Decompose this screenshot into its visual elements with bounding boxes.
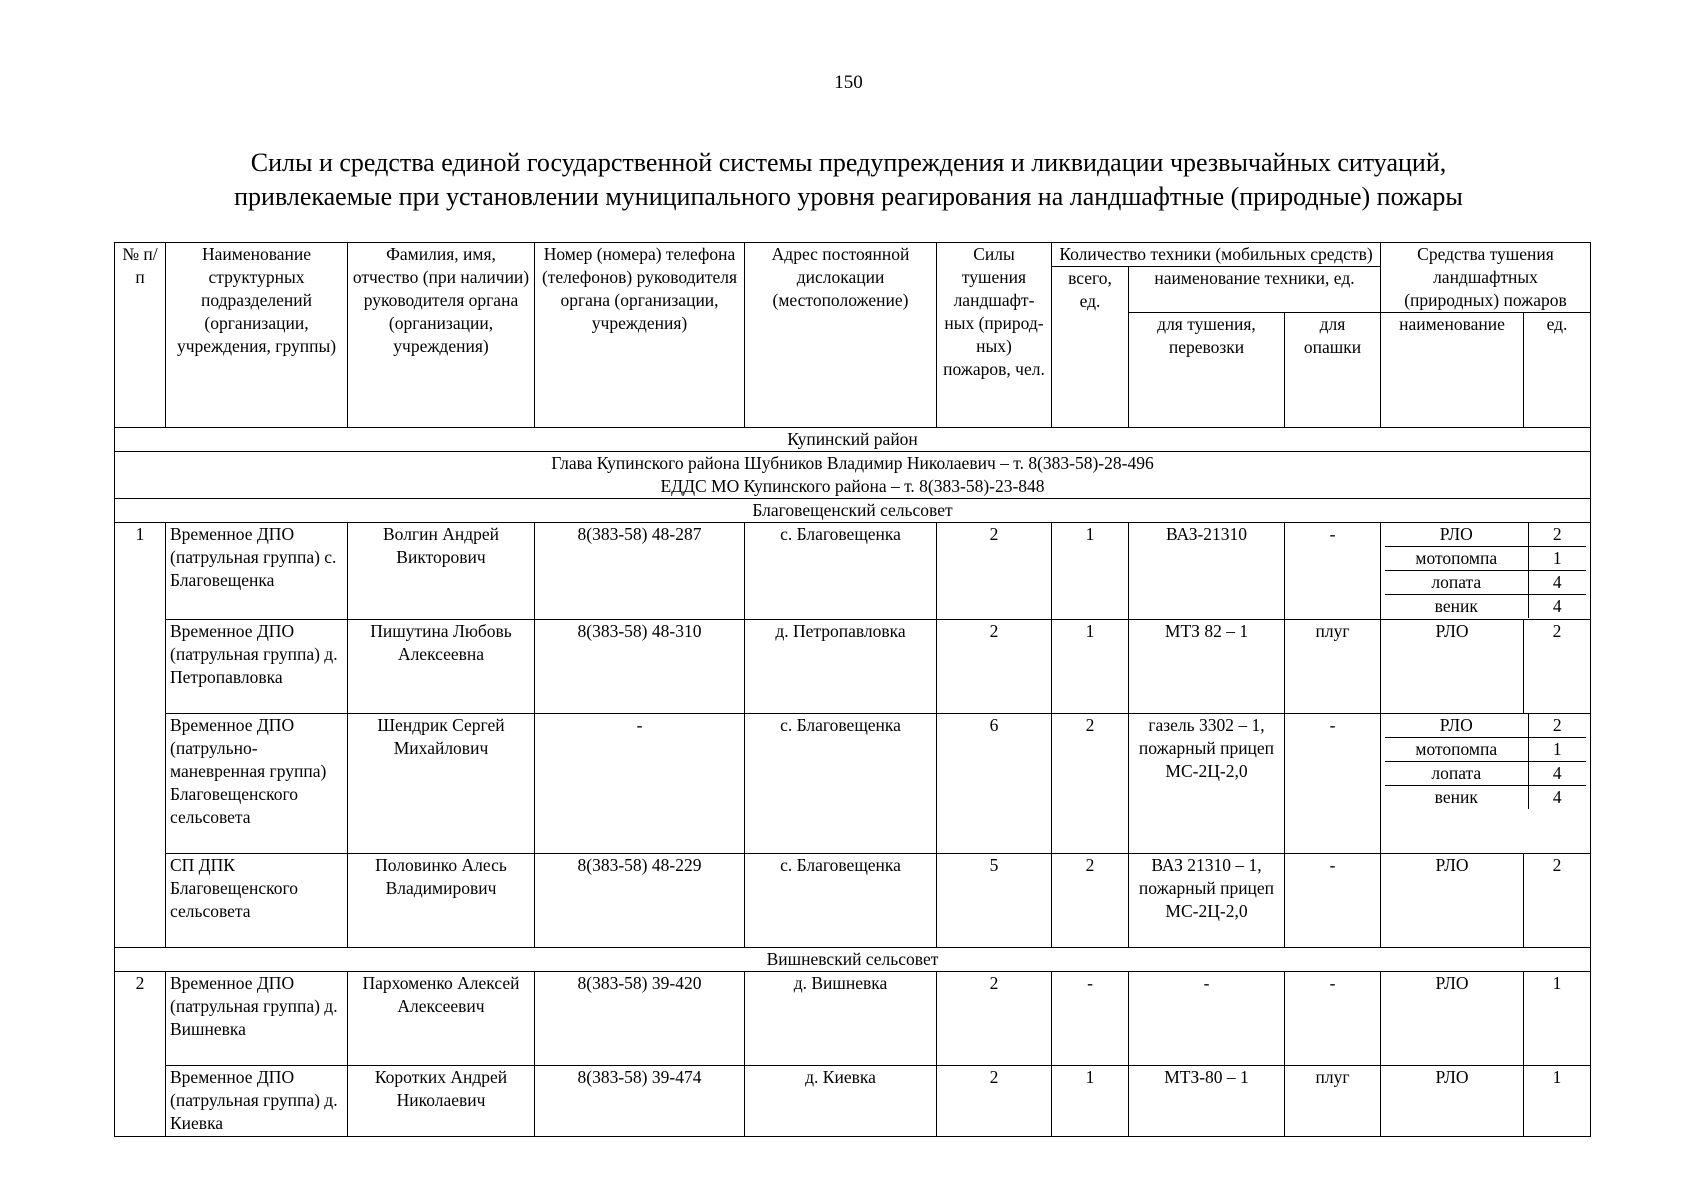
forces-count: 5	[937, 854, 1052, 948]
title-line-1: Силы и средства единой государственной системы предупреждения и ликвидации чрезвычайных ситуаций,	[250, 148, 1447, 177]
document-title	[0, 146, 1697, 214]
means-name: РЛО	[1385, 714, 1528, 738]
means-name: лопата	[1385, 762, 1528, 786]
means-name: веник	[1434, 596, 1478, 616]
means-qty: 1	[1528, 738, 1586, 762]
phone: 8(383-58) 48-310	[535, 620, 745, 714]
head-name: Шендрик Сергей Михайлович	[348, 714, 535, 854]
page-number: 150	[834, 72, 863, 93]
district-contacts-row	[115, 452, 1591, 499]
means-item	[1385, 714, 1586, 738]
forces-count: 2	[937, 1066, 1052, 1137]
table-row	[115, 854, 1591, 948]
means-name: веник	[1434, 787, 1478, 807]
equipment-total: 1	[1052, 620, 1129, 714]
title-line-2: привлекаемые при установлении муниципального уровня реагирования на ландшафтные (природные) пожары	[234, 182, 1463, 211]
header-total: всего, ед.	[1052, 267, 1129, 428]
means-qty: 2	[1528, 523, 1586, 547]
unit-name: Временное ДПО (патрульная группа) д. Вишневка	[166, 972, 348, 1066]
equipment-total: 1	[1052, 1066, 1129, 1137]
header-phone: Номер (номера) телефона (телефонов) руководителя органа (организации, учреждения)	[535, 243, 745, 428]
council-name: Вишневский сельсовет	[115, 948, 1591, 972]
vehicle: газель 3302 – 1, пожарный прицеп МС-2Ц-2,0	[1129, 714, 1285, 854]
council-row	[115, 499, 1591, 523]
header-eq-names: наименование техники, ед.	[1129, 267, 1381, 313]
means-item	[1385, 547, 1586, 571]
means-qty: 4	[1528, 595, 1586, 619]
header-means: Средства тушения ландшафтных (природных) пожаров	[1381, 243, 1591, 313]
council-name: Благовещенский сельсовет	[115, 499, 1591, 523]
address: с. Благовещенка	[745, 714, 937, 854]
header-means-units: ед.	[1524, 313, 1591, 428]
table-row	[115, 714, 1591, 854]
means-qty: 4	[1528, 571, 1586, 595]
means-qty: 2	[1524, 620, 1591, 714]
district-edds-line: ЕДДС МО Купинского района – т. 8(383-58)-23-848	[660, 476, 1045, 496]
district-head-line: Глава Купинского района Шубников Владимир Николаевич – т. 8(383-58)-28-496	[551, 453, 1154, 473]
means-qty: 2	[1528, 714, 1586, 738]
table-row	[115, 972, 1591, 1066]
means-qty: 1	[1528, 547, 1586, 571]
means-list	[1381, 523, 1591, 620]
means-qty: 4	[1528, 762, 1586, 786]
vehicle: -	[1129, 972, 1285, 1066]
table-row	[115, 1066, 1591, 1137]
means-list	[1381, 714, 1591, 854]
council-row	[115, 948, 1591, 972]
plow: плуг	[1285, 620, 1381, 714]
header-unit: Наименование структурных подразделений (организации, учреждения, группы)	[166, 243, 348, 428]
vehicle: МТЗ 82 – 1	[1129, 620, 1285, 714]
header-head: Фамилия, имя, отчество (при наличии) руководителя органа (организации, учреждения)	[348, 243, 535, 428]
forces-count: 2	[937, 972, 1052, 1066]
vehicle: ВАЗ-21310	[1129, 523, 1285, 620]
table-row	[115, 523, 1591, 620]
head-name: Половинко Алесь Владимирович	[348, 854, 535, 948]
equipment-total: 1	[1052, 523, 1129, 620]
address: д. Киевка	[745, 1066, 937, 1137]
means-qty: 1	[1524, 972, 1591, 1066]
head-name: Пишутина Любовь Алексеевна	[348, 620, 535, 714]
equipment-total: 2	[1052, 714, 1129, 854]
district-name: Купинский район	[115, 428, 1591, 452]
means-item	[1385, 738, 1586, 762]
phone: 8(383-58) 48-287	[535, 523, 745, 620]
equipment-total: 2	[1052, 854, 1129, 948]
address: д. Петропавловка	[745, 620, 937, 714]
unit-name: Временное ДПО (патрульная группа) с. Благовещенка	[166, 523, 348, 620]
unit-name: Временное ДПО (патрульная группа) д. Киевка	[166, 1066, 348, 1137]
address: д. Вишневка	[745, 972, 937, 1066]
table-row	[115, 620, 1591, 714]
address: с. Благовещенка	[745, 854, 937, 948]
district-row	[115, 428, 1591, 452]
means-qty: 2	[1524, 854, 1591, 948]
means-item	[1385, 571, 1586, 595]
unit-name: Временное ДПО (патрульная группа) д. Петропавловка	[166, 620, 348, 714]
phone: 8(383-58) 39-474	[535, 1066, 745, 1137]
phone: 8(383-58) 48-229	[535, 854, 745, 948]
forces-count: 2	[937, 523, 1052, 620]
plow: -	[1285, 972, 1381, 1066]
phone: 8(383-58) 39-420	[535, 972, 745, 1066]
plow: плуг	[1285, 1066, 1381, 1137]
plow: -	[1285, 714, 1381, 854]
header-address: Адрес постоянной дислокации (местоположение)	[745, 243, 937, 428]
vehicle: МТЗ-80 – 1	[1129, 1066, 1285, 1137]
header-plow: для опашки	[1285, 313, 1381, 428]
header-extinguish: для тушения, перевозки	[1129, 313, 1285, 428]
means-name: РЛО	[1381, 620, 1524, 714]
header-num: № п/п	[115, 243, 166, 428]
vehicle: ВАЗ 21310 – 1, пожарный прицеп МС-2Ц-2,0	[1129, 854, 1285, 948]
means-name: РЛО	[1381, 854, 1524, 948]
header-forces: Силы тушения ландшафт-ных (природ-ных) пожаров, чел.	[937, 243, 1052, 428]
means-item	[1385, 786, 1586, 810]
means-name: мотопомпа	[1385, 547, 1528, 571]
header-equipment: Количество техники (мобильных средств)	[1052, 243, 1381, 267]
means-item	[1385, 762, 1586, 786]
forces-count: 2	[937, 620, 1052, 714]
means-name: РЛО	[1381, 972, 1524, 1066]
plow: -	[1285, 854, 1381, 948]
means-qty: 4	[1528, 786, 1586, 810]
header-means-name: наименование	[1381, 313, 1524, 428]
head-name: Коротких Андрей Николаевич	[348, 1066, 535, 1137]
unit-name: Временное ДПО (патрульно-маневренная группа) Благовещенского сельсовета	[166, 714, 348, 854]
means-item	[1385, 523, 1586, 547]
means-name: лопата	[1385, 571, 1528, 595]
means-name: РЛО	[1385, 523, 1528, 547]
head-name: Волгин Андрей Викторович	[348, 523, 535, 620]
means-item	[1385, 595, 1586, 619]
head-name: Пархоменко Алексей Алексеевич	[348, 972, 535, 1066]
equipment-total: -	[1052, 972, 1129, 1066]
phone: -	[535, 714, 745, 854]
row-number: 2	[115, 972, 166, 1137]
means-name: мотопомпа	[1385, 738, 1528, 762]
address: с. Благовещенка	[745, 523, 937, 620]
unit-name: СП ДПК Благовещенского сельсовета	[166, 854, 348, 948]
district-contacts	[115, 452, 1591, 499]
means-qty: 1	[1524, 1066, 1591, 1137]
row-number: 1	[115, 523, 166, 948]
means-name: РЛО	[1381, 1066, 1524, 1137]
plow: -	[1285, 523, 1381, 620]
forces-table	[114, 242, 1591, 1137]
header-row	[115, 243, 1591, 267]
forces-count: 6	[937, 714, 1052, 854]
